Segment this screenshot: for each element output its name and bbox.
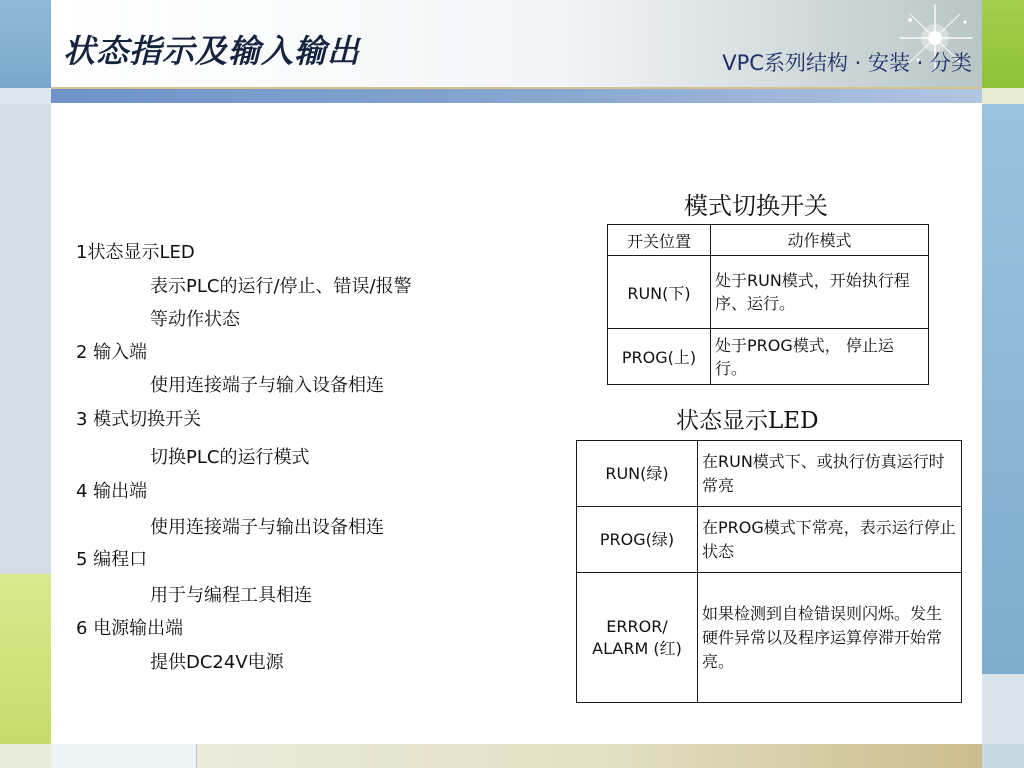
right-green-tile <box>982 0 1024 88</box>
table-header-cell: 动作模式 <box>711 225 929 256</box>
right-pale-tile <box>982 88 1024 104</box>
left-gray-tile <box>0 104 51 574</box>
table-cell: 如果检测到自检错误则闪烁。发生硬件异常以及程序运算停滞开始常亮。 <box>698 573 962 703</box>
left-green-tile <box>0 574 51 744</box>
status-led-caption: 状态显示LED <box>676 408 819 434</box>
list-item: 1状态显示LED <box>76 242 195 263</box>
table-cell: 处于RUN模式，开始执行程序、运行。 <box>711 256 929 329</box>
mode-switch-caption: 模式切换开关 <box>684 192 828 220</box>
table-row <box>608 256 929 329</box>
status-led-table <box>576 440 962 703</box>
table-row <box>577 507 962 573</box>
table-row <box>577 573 962 703</box>
left-pale-tile <box>0 88 51 104</box>
table-header-row <box>608 225 929 256</box>
left-bottom-tile <box>0 744 51 768</box>
left-blue-tile <box>0 0 51 88</box>
list-item: 3 模式切换开关 <box>76 409 202 430</box>
right-gray-tile <box>982 674 1024 744</box>
right-blue-tile <box>982 104 1024 674</box>
table-row <box>608 329 929 385</box>
list-item-detail: 使用连接端子与输出设备相连 <box>150 517 384 538</box>
table-cell: 处于PROG模式， 停止运行。 <box>711 329 929 385</box>
table-cell: PROG(绿) <box>577 507 698 573</box>
table-cell: 在RUN模式下、或执行仿真运行时常亮 <box>698 441 962 507</box>
right-bottom-tile <box>982 744 1024 768</box>
mode-switch-table <box>607 224 929 385</box>
slide-subtitle: VPC系列结构 · 安装 · 分类 <box>722 51 972 75</box>
list-item-detail: 等动作状态 <box>150 309 240 330</box>
table-cell: ERROR/ ALARM (红) <box>577 573 698 703</box>
list-item-detail: 提供DC24V电源 <box>150 652 284 673</box>
list-item: 2 输入端 <box>76 342 148 363</box>
list-item: 4 输出端 <box>76 481 148 502</box>
list-item-detail: 用于与编程工具相连 <box>150 585 312 606</box>
table-cell: 在PROG模式下常亮，表示运行停止状态 <box>698 507 962 573</box>
list-item: 6 电源输出端 <box>76 618 184 639</box>
table-cell: RUN(下) <box>608 256 711 329</box>
footer-left-tile <box>51 744 197 768</box>
slide-title: 状态指示及输入输出 <box>63 32 361 70</box>
header-divider-bar <box>51 88 982 103</box>
table-row <box>577 441 962 507</box>
table-cell: PROG(上) <box>608 329 711 385</box>
table-header-cell: 开关位置 <box>608 225 711 256</box>
list-item: 5 编程口 <box>76 549 148 570</box>
list-item-detail: 表示PLC的运行/停止、错误/报警 <box>150 276 412 297</box>
list-item-detail: 使用连接端子与输入设备相连 <box>150 375 384 396</box>
table-cell: RUN(绿) <box>577 441 698 507</box>
header-divider-line <box>51 87 982 89</box>
list-item-detail: 切换PLC的运行模式 <box>150 447 310 468</box>
